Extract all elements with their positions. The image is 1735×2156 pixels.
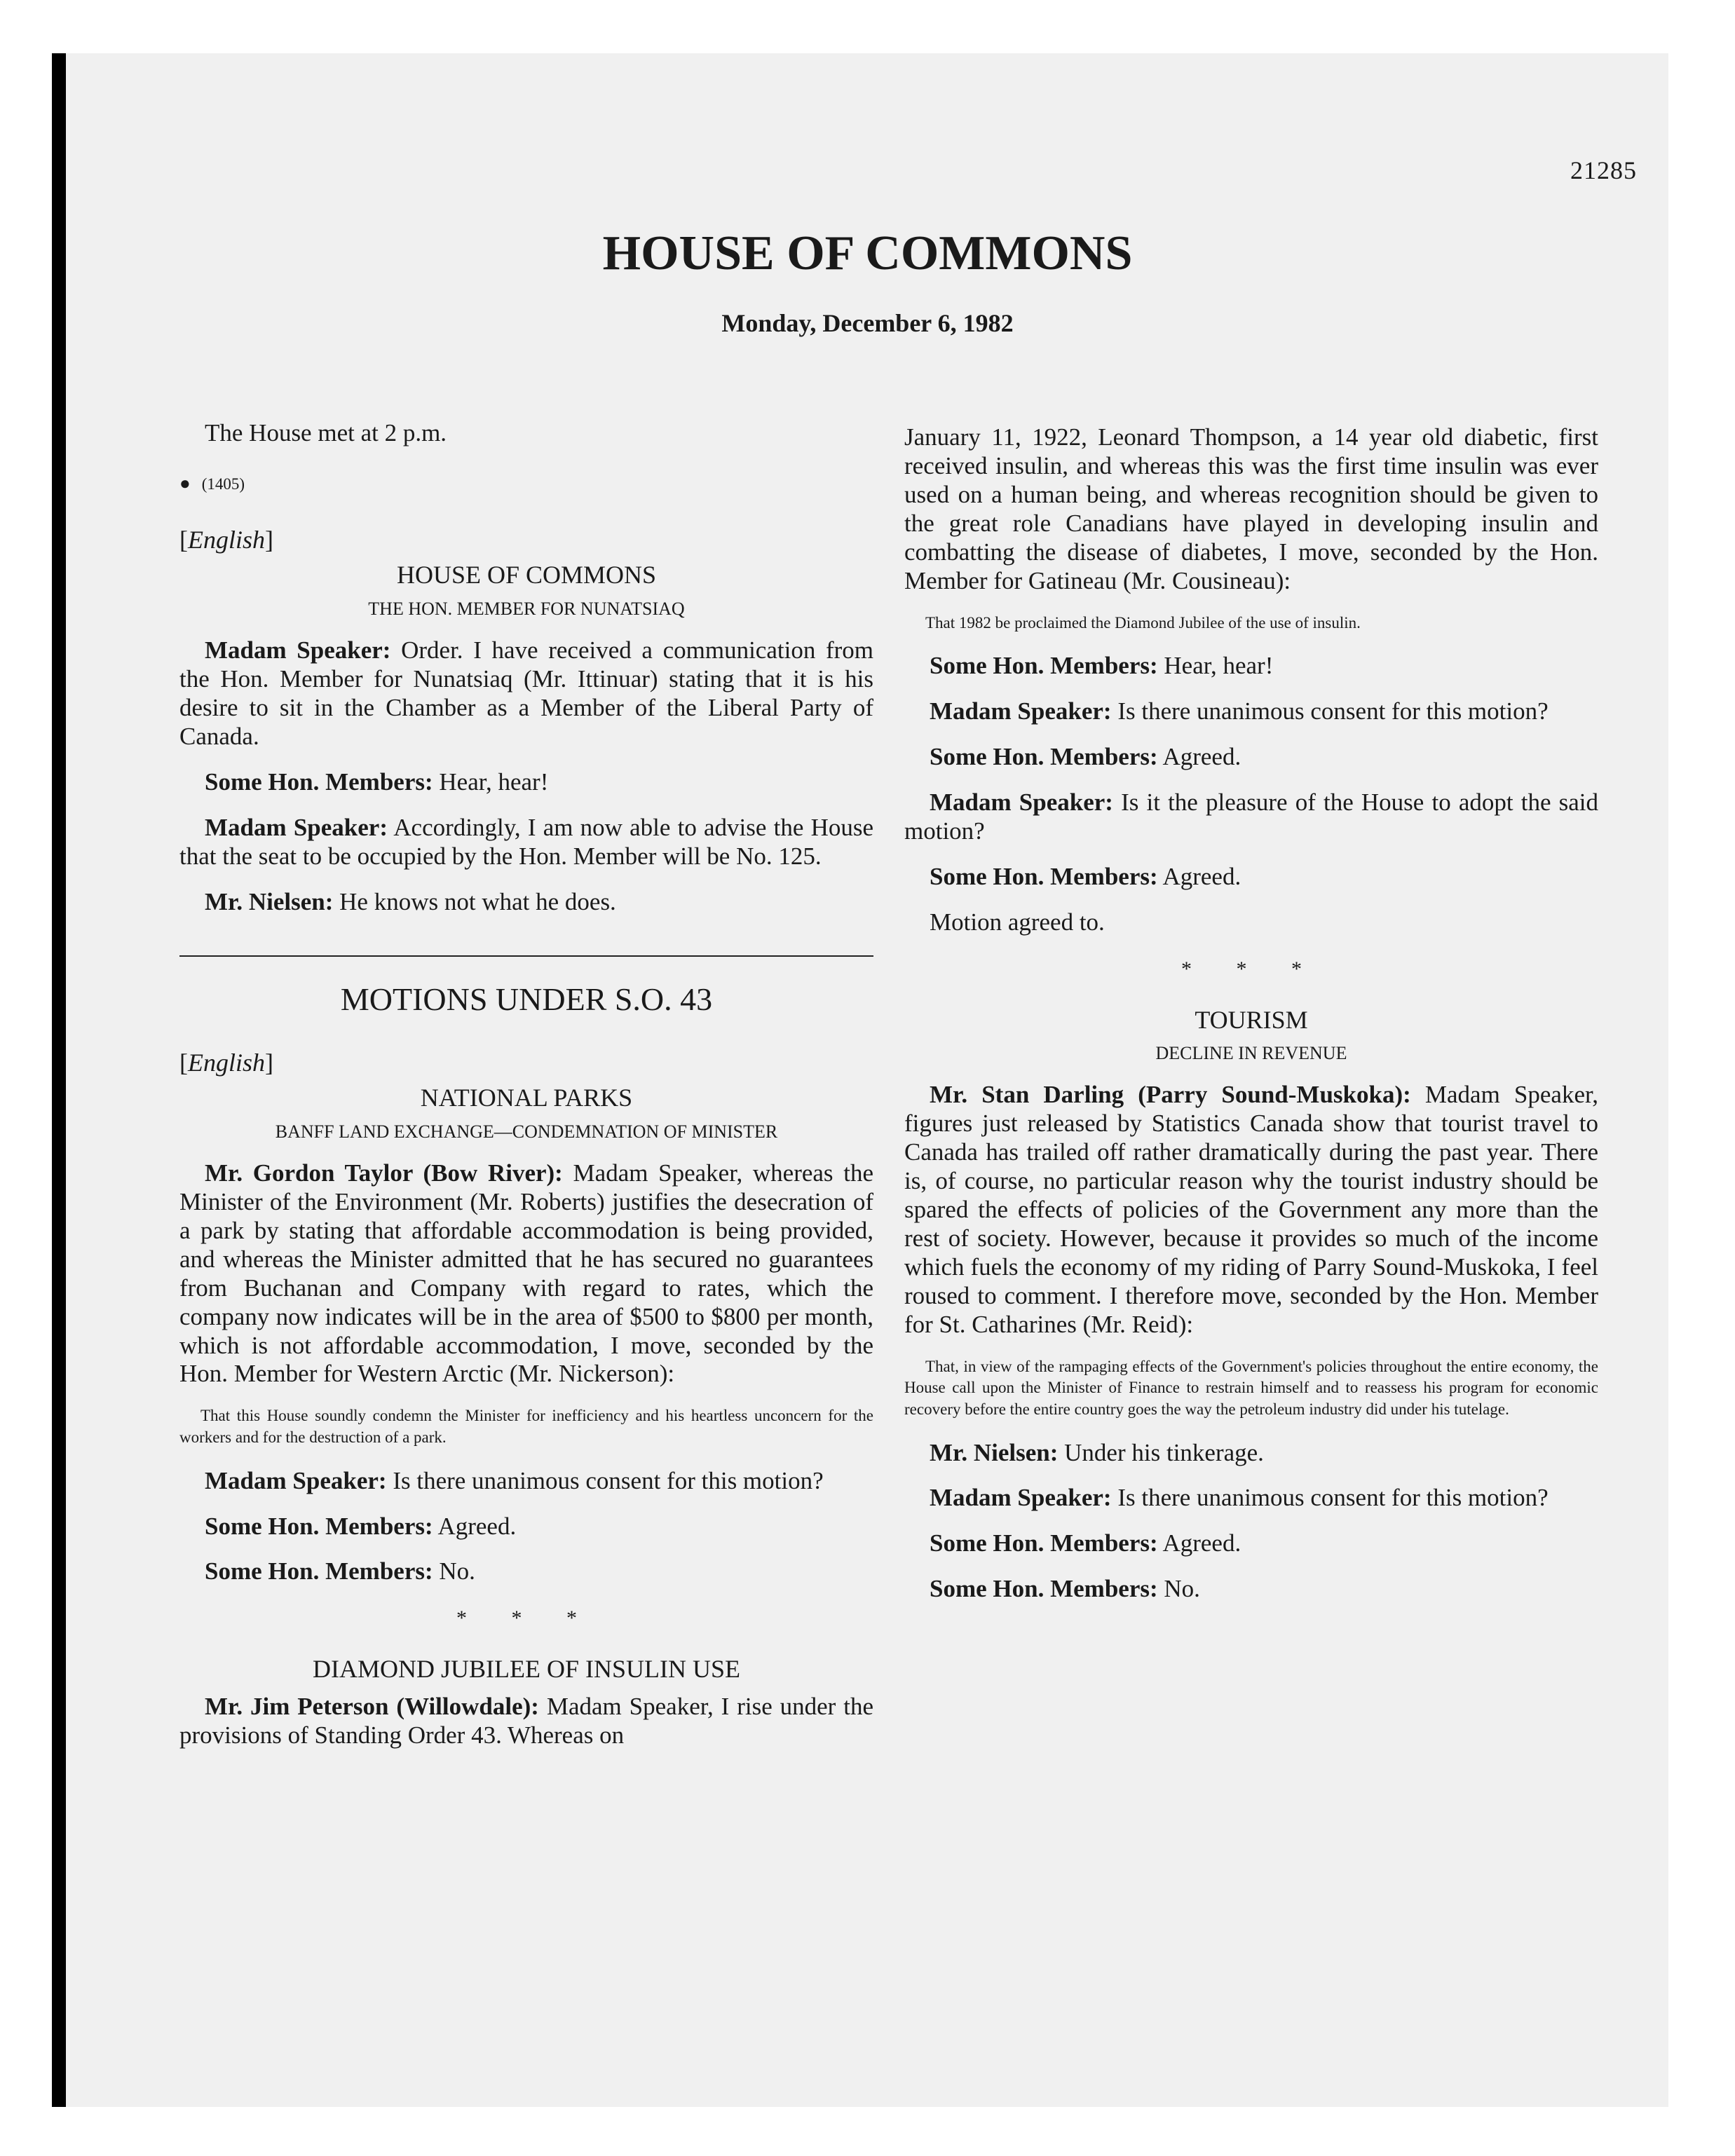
speaker-name: Mr. Gordon Taylor (Bow River): xyxy=(205,1159,563,1187)
left-column xyxy=(179,419,873,1766)
speech-paragraph xyxy=(904,1484,1598,1513)
speaker-name: Some Hon. Members: xyxy=(930,1529,1158,1557)
speaker-name: Some Hon. Members: xyxy=(930,862,1158,890)
speech-text: Hear, hear! xyxy=(1157,652,1274,680)
language-tag-text: English xyxy=(188,1049,266,1077)
motion-text: That 1982 be proclaimed the Diamond Jubilee of the use of insulin. xyxy=(925,613,1361,632)
procedural-note: Motion agreed to. xyxy=(930,908,1105,936)
speech-text: Agreed. xyxy=(1157,743,1241,771)
speech-paragraph xyxy=(179,768,873,797)
speech-paragraph xyxy=(904,1575,1598,1604)
speech-text: Is there unanimous consent for this motion? xyxy=(386,1466,824,1494)
section-heading: TOURISM xyxy=(1195,1005,1308,1034)
speech-text: Under his tinkerage. xyxy=(1058,1438,1264,1466)
speaker-name: Mr. Nielsen: xyxy=(930,1438,1059,1466)
speaker-name: Madam Speaker: xyxy=(205,813,388,841)
section-subheading: THE HON. MEMBER FOR NUNATSIAQ xyxy=(368,598,685,619)
speaker-name: Mr. Jim Peterson (Willowdale): xyxy=(205,1692,539,1720)
speech-text: Hear, hear! xyxy=(433,767,549,796)
speaker-name: Madam Speaker: xyxy=(205,1466,387,1494)
speech-paragraph xyxy=(179,1467,873,1496)
sitting-date: Monday, December 6, 1982 xyxy=(721,309,1014,337)
speech-text: Agreed. xyxy=(433,1512,517,1540)
section-heading: HOUSE OF COMMONS xyxy=(396,561,657,589)
speech-paragraph xyxy=(904,652,1598,681)
speaker-name: Some Hon. Members: xyxy=(205,1557,433,1585)
speech-text: Agreed. xyxy=(1157,1529,1241,1557)
speaker-name: Madam Speaker: xyxy=(930,697,1112,725)
section-subheading: DECLINE IN REVENUE xyxy=(1155,1042,1347,1063)
speech-paragraph xyxy=(904,1081,1598,1339)
speech-text: Agreed. xyxy=(1157,862,1241,890)
section-heading: MOTIONS UNDER S.O. 43 xyxy=(340,981,713,1018)
speech-paragraph xyxy=(904,789,1598,846)
speech-text: Is there unanimous consent for this motion? xyxy=(1111,1484,1549,1512)
speaker-name: Some Hon. Members: xyxy=(930,652,1158,680)
speech-text: Accordingly, I am now able to advise the House that the seat to be occupied by the Hon. Member will be No. 125. xyxy=(179,813,873,870)
speech-text: Is there unanimous consent for this motion? xyxy=(1111,697,1549,725)
language-tag: [English] xyxy=(179,1049,274,1077)
speaker-name: Mr. Nielsen: xyxy=(205,887,334,915)
language-tag-text: English xyxy=(188,526,266,554)
opening-line: The House met at 2 p.m. xyxy=(205,419,447,446)
speech-paragraph: January 11, 1922, Leonard Thompson, a 14 year old diabetic, first received insulin, and whereas this was the first time insulin was ever used on a human being, and whereas recognition should be given to the great role Canadians have played in developing insulin and combatting the disease of diabetes, I move, seconded by the Hon. Member for Gatineau (Mr. Cousineau): xyxy=(904,423,1598,594)
speech-text: Madam Speaker, whereas the Minister of the Environment (Mr. Roberts) justifies the desecration of a park by stating that affordable accommodation is being provided, and whereas the Minister admitted that he has secured no guarantees from Buchanan and Company with regard to rates, which the company now indicates will be in the area of $500 to $800 per month, which is not affordable accommodation, I move, seconded by the Hon. Member for Western Arctic (Mr. Nickerson): xyxy=(179,1159,874,1388)
speaker-name: Some Hon. Members: xyxy=(205,1512,433,1540)
speaker-name: Some Hon. Members: xyxy=(930,1575,1158,1603)
speech-text: No. xyxy=(433,1557,475,1585)
speaker-name: Some Hon. Members: xyxy=(930,743,1158,771)
speech-paragraph xyxy=(179,1693,873,1750)
time-marker-text: (1405) xyxy=(201,475,245,493)
speech-text: No. xyxy=(1157,1575,1200,1603)
section-subheading: BANFF LAND EXCHANGE—CONDEMNATION OF MINISTER xyxy=(275,1121,778,1142)
scan-border xyxy=(52,53,66,2107)
speech-paragraph xyxy=(179,814,873,871)
speech-paragraph xyxy=(179,1557,873,1586)
speech-text: Order. I have received a communication from the Hon. Member for Nunatsiaq (Mr. Ittinuar) stating that it is his desire to sit in the Chamber as a Member of the Liberal Party of Canada. xyxy=(179,636,873,750)
speech-text: Madam Speaker, I rise under the provisions of Standing Order 43. Whereas on xyxy=(179,1692,873,1749)
section-heading: DIAMOND JUBILEE OF INSULIN USE xyxy=(313,1655,740,1684)
speech-paragraph xyxy=(179,1159,873,1389)
speech-paragraph xyxy=(904,1529,1598,1558)
speech-paragraph xyxy=(179,636,873,751)
speech-paragraph xyxy=(904,743,1598,772)
section-divider xyxy=(179,955,873,957)
speech-paragraph xyxy=(179,888,873,917)
motion-text: That, in view of the rampaging effects of the Government's policies throughout the entire economy, the House call upon the Minister of Finance to restrain himself and to reassess his program for economic recovery before the entire country goes the way the petroleum industry did under his tutelage. xyxy=(904,1357,1598,1418)
page-title: HOUSE OF COMMONS xyxy=(602,226,1133,280)
speech-paragraph xyxy=(904,1439,1598,1468)
speech-text: Madam Speaker, figures just released by Statistics Canada show that tourist travel to Canada has trailed off rather dramatically during the past year. There is, of course, no particular reason why the tourist industry should be spared the effects of policies of the Government any more than the rest of society. However, because it provides so much of the income which fuels the economy of my riding of Parry Sound-Muskoka, I feel roused to comment. I therefore move, seconded by the Hon. Member for St. Catharines (Mr. Reid): xyxy=(904,1081,1598,1338)
speaker-name: Mr. Stan Darling (Parry Sound-Muskoka): xyxy=(930,1081,1411,1109)
section-separator: * * * xyxy=(456,1606,597,1630)
speech-paragraph xyxy=(179,1513,873,1541)
right-column xyxy=(904,423,1598,1621)
time-marker xyxy=(179,473,873,494)
page-number: 21285 xyxy=(1570,156,1637,184)
section-separator: * * * xyxy=(1181,957,1321,981)
speaker-name: Madam Speaker: xyxy=(205,636,391,664)
speech-text: Is it the pleasure of the House to adopt the said motion? xyxy=(904,789,1598,845)
speaker-name: Madam Speaker: xyxy=(930,789,1113,817)
language-tag: [English] xyxy=(179,526,274,554)
motion-text: That this House soundly condemn the Minister for inefficiency and his heartless unconcern for the workers and for the destruction of a park. xyxy=(179,1407,873,1446)
bullet-icon: ● xyxy=(179,472,191,493)
speaker-name: Some Hon. Members: xyxy=(205,767,433,796)
speaker-name: Madam Speaker: xyxy=(930,1484,1112,1512)
speech-paragraph xyxy=(904,863,1598,892)
speech-text: He knows not what he does. xyxy=(333,887,616,915)
section-heading: NATIONAL PARKS xyxy=(420,1084,633,1112)
speech-paragraph xyxy=(904,697,1598,726)
